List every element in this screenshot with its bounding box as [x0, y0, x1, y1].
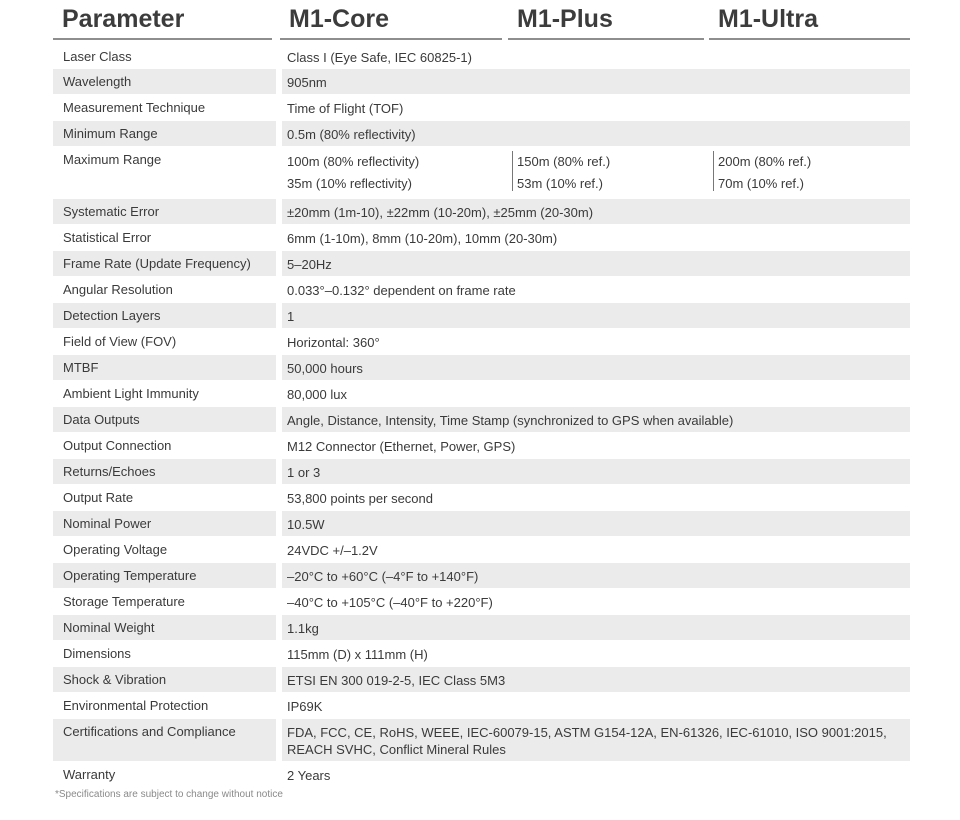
header-parameter-label: Parameter — [62, 5, 185, 33]
header-m1-plus — [508, 2, 704, 40]
parameter-name: Maximum Range — [63, 152, 162, 167]
parameter-value: ETSI EN 300 019-2-5, IEC Class 5M3 — [287, 673, 506, 688]
table-row — [53, 277, 910, 302]
column-gap — [276, 563, 282, 588]
parameter-value: –40°C to +105°C (–40°F to +220°F) — [287, 595, 493, 610]
parameter-name: MTBF — [63, 360, 99, 375]
parameter-value: 6mm (1-10m), 8mm (10-20m), 10mm (20-30m) — [287, 231, 558, 246]
header-underline — [508, 38, 704, 40]
parameter-value: 2 Years — [287, 768, 331, 783]
parameter-value: Class I (Eye Safe, IEC 60825-1) — [287, 50, 472, 65]
column-gap — [276, 589, 282, 614]
column-gap — [276, 719, 282, 761]
column-gap — [276, 537, 282, 562]
parameter-value: 5–20Hz — [287, 257, 332, 272]
parameter-name: Environmental Protection — [63, 698, 209, 713]
parameter-name: Warranty — [63, 767, 116, 782]
parameter-name: Statistical Error — [63, 230, 152, 245]
column-gap — [276, 121, 282, 146]
column-gap — [276, 381, 282, 406]
m1-plus-value-line: 53m (10% ref.) — [517, 176, 603, 191]
parameter-name: Dimensions — [63, 646, 131, 661]
header-parameter — [53, 2, 272, 40]
parameter-value: 0.5m (80% reflectivity) — [287, 127, 416, 142]
table-row — [53, 762, 910, 791]
parameter-value: 24VDC +/–1.2V — [287, 543, 378, 558]
table-row — [53, 511, 910, 536]
table-row — [53, 459, 910, 484]
column-gap — [276, 433, 282, 458]
parameter-value: Angle, Distance, Intensity, Time Stamp (synchronized to GPS when available) — [287, 413, 734, 428]
table-row — [53, 355, 910, 380]
parameter-name: Laser Class — [63, 49, 132, 64]
column-gap — [276, 199, 282, 224]
parameter-value: 10.5W — [287, 517, 325, 532]
m1-ultra-value-line: 70m (10% ref.) — [718, 176, 804, 191]
m1-plus-value-line: 150m (80% ref.) — [517, 154, 611, 169]
table-row — [53, 44, 910, 68]
column-gap — [276, 44, 282, 68]
column-gap — [276, 277, 282, 302]
table-row — [53, 693, 910, 718]
column-gap — [276, 69, 282, 94]
parameter-value: M12 Connector (Ethernet, Power, GPS) — [287, 439, 516, 454]
header-m1-core-label: M1-Core — [289, 5, 390, 33]
table-row — [53, 719, 910, 761]
header-underline — [709, 38, 910, 40]
parameter-name: Certifications and Compliance — [63, 724, 236, 739]
parameter-name: Operating Voltage — [63, 542, 168, 557]
m1-core-value-line: 35m (10% reflectivity) — [287, 176, 412, 191]
table-row — [53, 147, 910, 198]
column-gap — [276, 251, 282, 276]
column-gap — [276, 511, 282, 536]
parameter-value: –20°C to +60°C (–4°F to +140°F) — [287, 569, 479, 584]
column-gap — [276, 693, 282, 718]
table-row — [53, 537, 910, 562]
table-row — [53, 485, 910, 510]
table-row — [53, 95, 910, 120]
parameter-value: 1 or 3 — [287, 465, 321, 480]
parameter-name: Detection Layers — [63, 308, 161, 323]
column-gap — [276, 303, 282, 328]
parameter-name: Ambient Light Immunity — [63, 386, 199, 401]
parameter-name: Operating Temperature — [63, 568, 197, 583]
parameter-name: Output Rate — [63, 490, 134, 505]
parameter-value: 1 — [287, 309, 295, 324]
parameter-name: Systematic Error — [63, 204, 160, 219]
header-underline — [280, 38, 502, 40]
parameter-name: Field of View (FOV) — [63, 334, 177, 349]
parameter-name: Wavelength — [63, 74, 132, 89]
column-gap — [276, 147, 282, 198]
parameter-name: Shock & Vibration — [63, 672, 167, 687]
parameter-value: 53,800 points per second — [287, 491, 433, 506]
parameter-value: 1.1kg — [287, 621, 319, 636]
column-gap — [276, 667, 282, 692]
column-gap — [276, 641, 282, 666]
column-gap — [276, 407, 282, 432]
parameter-name: Frame Rate (Update Frequency) — [63, 256, 251, 271]
parameter-name: Output Connection — [63, 438, 172, 453]
column-gap — [276, 225, 282, 250]
parameter-value: 905nm — [287, 75, 327, 90]
table-row — [53, 251, 910, 276]
parameter-name: Angular Resolution — [63, 282, 173, 297]
parameter-value: 115mm (D) x 111mm (H) — [287, 647, 428, 662]
parameter-value: ±20mm (1m-10), ±22mm (10-20m), ±25mm (20-30m) — [287, 205, 594, 220]
table-row — [53, 563, 910, 588]
parameter-name: Minimum Range — [63, 126, 158, 141]
table-row — [53, 225, 910, 250]
parameter-value: FDA, FCC, CE, RoHS, WEEE, IEC-60079-15, ASTM G154-12A, EN-61326, IEC-61010, ISO 9001:2015, REACH SVHC, Conflict Mineral Rules — [287, 725, 887, 757]
table-row — [53, 303, 910, 328]
column-gap — [276, 485, 282, 510]
m1-core-value — [287, 151, 419, 195]
parameter-name: Measurement Technique — [63, 100, 206, 115]
m1-core-value-line: 100m (80% reflectivity) — [287, 154, 420, 169]
header-m1-plus-label: M1-Plus — [517, 5, 613, 33]
parameter-name: Nominal Weight — [63, 620, 155, 635]
header-underline — [53, 38, 272, 40]
table-row — [53, 589, 910, 614]
spec-table — [53, 44, 910, 791]
m1-plus-value — [512, 151, 610, 191]
parameter-name: Nominal Power — [63, 516, 152, 531]
parameter-value: Horizontal: 360° — [287, 335, 380, 350]
parameter-value: IP69K — [287, 699, 323, 714]
footnote: *Specifications are subject to change without notice — [55, 789, 283, 800]
table-row — [53, 381, 910, 406]
table-row — [53, 329, 910, 354]
parameter-value: Time of Flight (TOF) — [287, 101, 404, 116]
m1-ultra-value-line: 200m (80% ref.) — [718, 154, 812, 169]
parameter-value: 50,000 hours — [287, 361, 363, 376]
header-m1-ultra-label: M1-Ultra — [718, 5, 819, 33]
table-row — [53, 199, 910, 224]
table-row — [53, 69, 910, 94]
column-gap — [276, 95, 282, 120]
column-gap — [276, 355, 282, 380]
parameter-value: 80,000 lux — [287, 387, 347, 402]
parameter-name: Returns/Echoes — [63, 464, 156, 479]
parameter-name: Storage Temperature — [63, 594, 185, 609]
header-m1-core — [280, 2, 502, 40]
column-gap — [276, 329, 282, 354]
header-m1-ultra — [709, 2, 910, 40]
table-row — [53, 641, 910, 666]
parameter-name: Data Outputs — [63, 412, 140, 427]
parameter-value: 0.033°–0.132° dependent on frame rate — [287, 283, 516, 298]
m1-ultra-value — [713, 151, 811, 191]
column-gap — [276, 459, 282, 484]
column-gap — [276, 615, 282, 640]
table-row — [53, 667, 910, 692]
column-gap — [276, 762, 282, 791]
table-row — [53, 615, 910, 640]
table-row — [53, 433, 910, 458]
table-row — [53, 121, 910, 146]
table-row — [53, 407, 910, 432]
